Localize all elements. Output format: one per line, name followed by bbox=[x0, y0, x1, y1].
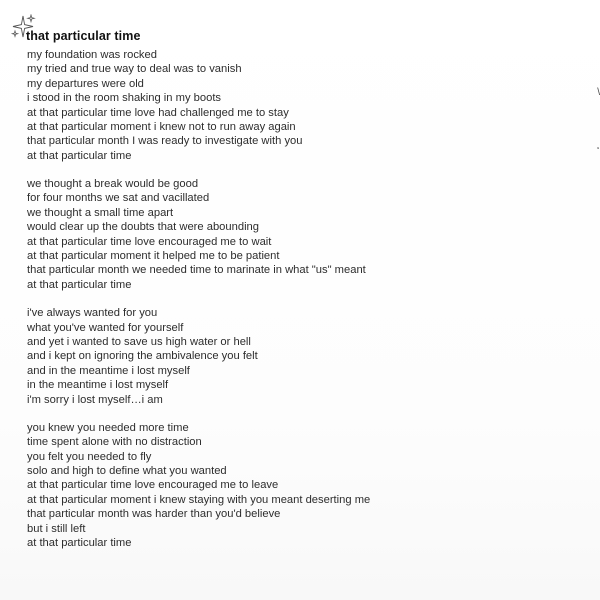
poem-line: at that particular time love had challenged me to stay bbox=[27, 106, 289, 119]
poem-line: at that particular moment i knew not to run away again bbox=[27, 121, 296, 134]
poem-line: i've always wanted for you bbox=[27, 307, 158, 320]
poem-line: solo and high to define what you wanted bbox=[27, 464, 227, 477]
right-edge-marks bbox=[592, 82, 600, 152]
poem-line: at that particular time bbox=[27, 536, 132, 549]
poem-line: my departures were old bbox=[27, 77, 144, 90]
poem-line: at that particular time love encouraged me to wait bbox=[27, 235, 272, 248]
poem-title: that particular time bbox=[26, 29, 141, 43]
stanza-2 bbox=[27, 177, 527, 292]
poem-line: at that particular moment it helped me to be patient bbox=[27, 250, 280, 263]
poem-line: that particular month I was ready to investigate with you bbox=[27, 135, 303, 148]
poem-line: at that particular time love encouraged me to leave bbox=[27, 479, 279, 492]
poem-line: and i kept on ignoring the ambivalence you felt bbox=[27, 350, 258, 363]
poem-line: at that particular time bbox=[27, 278, 132, 291]
poem-line: we thought a small time apart bbox=[27, 206, 174, 219]
poem-line: i'm sorry i lost myself…i am bbox=[27, 393, 163, 406]
poem-line: and yet i wanted to save us high water or hell bbox=[27, 335, 251, 348]
poem-line: but i still left bbox=[27, 522, 86, 535]
poem-line: my foundation was rocked bbox=[27, 49, 157, 61]
poem-line: we thought a break would be good bbox=[27, 178, 199, 191]
poem-line: at that particular time bbox=[27, 149, 132, 162]
poem-line: and in the meantime i lost myself bbox=[27, 364, 190, 377]
poem-line: for four months we sat and vacillated bbox=[27, 192, 210, 205]
poem-body bbox=[27, 48, 527, 564]
stanza-4 bbox=[27, 421, 527, 551]
poem-line: that particular month we needed time to marinate in what "us" meant bbox=[27, 264, 366, 277]
poem-line: that particular month was harder than you'd believe bbox=[27, 508, 281, 521]
poem-line: you felt you needed to fly bbox=[27, 450, 152, 463]
poem-line: what you've wanted for yourself bbox=[27, 321, 184, 334]
poem-line: you knew you needed more time bbox=[27, 421, 189, 434]
poem-line: i stood in the room shaking in my boots bbox=[27, 92, 222, 105]
poem-line: my tried and true way to deal was to vanish bbox=[27, 63, 242, 76]
stanza-1 bbox=[27, 48, 527, 163]
poem-line: would clear up the doubts that were abounding bbox=[27, 221, 259, 234]
edge-mark: \ bbox=[597, 87, 600, 98]
poem-line: time spent alone with no distraction bbox=[27, 436, 202, 449]
poem-line: in the meantime i lost myself bbox=[27, 379, 169, 392]
stanza-3 bbox=[27, 306, 527, 407]
poem-line: at that particular moment i knew staying with you meant deserting me bbox=[27, 493, 371, 506]
edge-mark: ¸ bbox=[596, 139, 600, 150]
